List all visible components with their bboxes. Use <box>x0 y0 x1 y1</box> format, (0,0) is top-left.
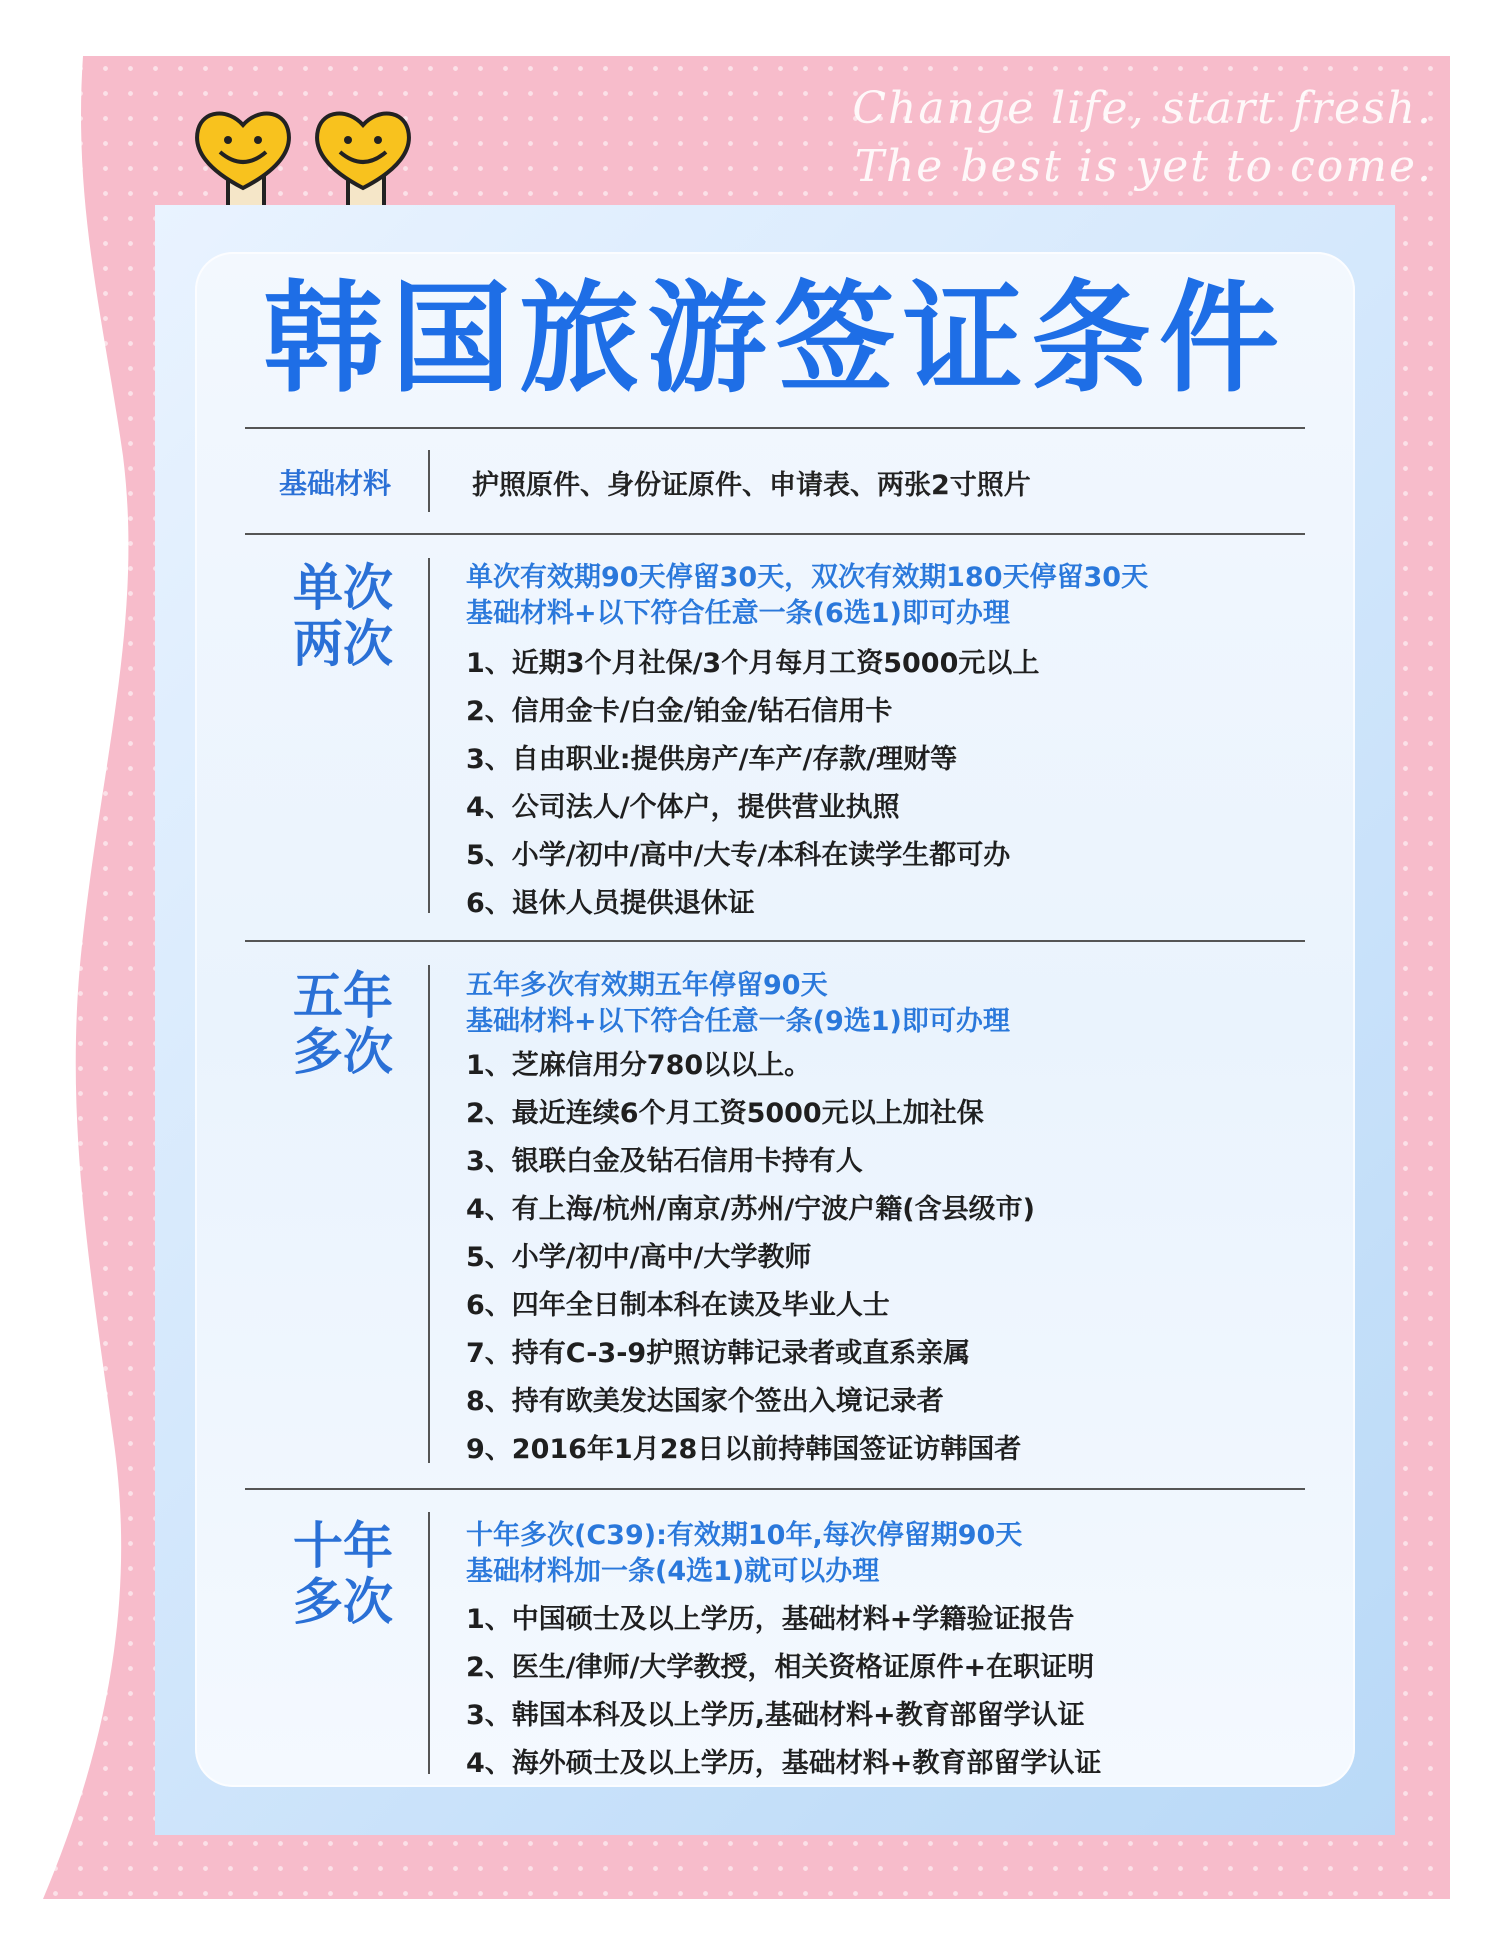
smiley-heart-icon <box>188 100 298 220</box>
divider <box>245 940 1305 942</box>
section-label-line: 十年 <box>293 1517 393 1575</box>
section-label-line: 多次 <box>293 1573 393 1631</box>
list-item: 5、小学/初中/高中/大学教师 <box>466 1242 812 1273</box>
basic-label: 基础材料 <box>278 467 391 500</box>
list-item: 4、公司法人/个体户，提供营业执照 <box>466 792 900 823</box>
slogan <box>852 80 1433 196</box>
list-item: 8、持有欧美发达国家个签出入境记录者 <box>466 1386 944 1417</box>
divider <box>245 1488 1305 1490</box>
section-five-year <box>466 968 1326 1474</box>
list-item: 3、银联白金及钻石信用卡持有人 <box>466 1146 863 1177</box>
basic-text: 护照原件、身份证原件、申请表、两张2寸照片 <box>472 470 1031 501</box>
list-item: 9、2016年1月28日以前持韩国签证访韩国者 <box>466 1434 1022 1465</box>
page-title: 韩国旅游签证条件 <box>263 270 1287 409</box>
highlight-line: 基础材料加一条(4选1)就可以办理 <box>466 1556 880 1587</box>
section-label-line: 单次 <box>293 559 393 617</box>
smiley-heart-icon <box>308 100 418 220</box>
list-item: 3、韩国本科及以上学历,基础材料+教育部留学认证 <box>466 1700 1085 1731</box>
highlight-line: 五年多次有效期五年停留90天 <box>466 970 828 1001</box>
list-item: 7、持有C-3-9护照访韩记录者或直系亲属 <box>466 1338 971 1369</box>
highlight-line: 基础材料+以下符合任意一条(9选1)即可办理 <box>466 1006 1010 1037</box>
list-item: 4、有上海/杭州/南京/苏州/宁波户籍(含县级市) <box>466 1194 1035 1225</box>
highlight-line: 基础材料+以下符合任意一条(6选1)即可办理 <box>466 598 1010 629</box>
section-label-line: 两次 <box>293 615 393 673</box>
section-label-single-double <box>245 560 441 672</box>
list-item: 2、医生/律师/大学教授，相关资格证原件+在职证明 <box>466 1652 1095 1683</box>
vertical-divider <box>428 450 430 512</box>
list-item: 5、小学/初中/高中/大专/本科在读学生都可办 <box>466 840 1011 871</box>
divider <box>245 427 1305 429</box>
slogan-line-1: Change life, start fresh. <box>852 83 1433 134</box>
slogan-line-2: The best is yet to come. <box>854 141 1433 192</box>
section-single-double <box>466 560 1326 928</box>
section-ten-year <box>466 1518 1326 1788</box>
list-item: 2、信用金卡/白金/铂金/钻石信用卡 <box>466 696 893 727</box>
divider <box>245 533 1305 535</box>
highlight-line: 十年多次(C39):有效期10年,每次停留期90天 <box>466 1520 1023 1551</box>
section-label-line: 五年 <box>293 967 393 1025</box>
list-item: 6、退休人员提供退休证 <box>466 888 755 919</box>
list-item: 1、近期3个月社保/3个月每月工资5000元以上 <box>466 648 1040 679</box>
highlight-line: 单次有效期90天停留30天，双次有效期180天停留30天 <box>466 562 1149 593</box>
list-item: 6、四年全日制本科在读及毕业人士 <box>466 1290 890 1321</box>
section-label-line: 多次 <box>293 1023 393 1081</box>
section-label-five-year <box>245 968 441 1080</box>
list-item: 4、海外硕士及以上学历，基础材料+教育部留学认证 <box>466 1748 1102 1779</box>
section-label-ten-year <box>245 1518 441 1630</box>
list-item: 3、自由职业:提供房产/车产/存款/理财等 <box>466 744 958 775</box>
list-item: 1、芝麻信用分780以以上。 <box>466 1050 812 1081</box>
list-item: 1、中国硕士及以上学历，基础材料+学籍验证报告 <box>466 1604 1075 1635</box>
list-item: 2、最近连续6个月工资5000元以上加社保 <box>466 1098 984 1129</box>
